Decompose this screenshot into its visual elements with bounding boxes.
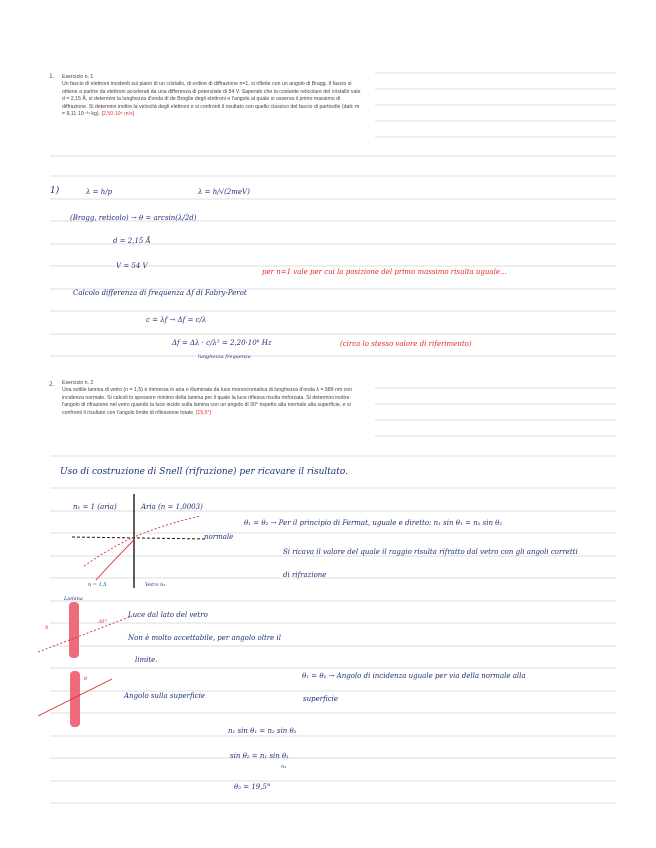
exercise-1-number: 1.: [49, 73, 55, 80]
exercise-2-answer: [19,5°]: [195, 409, 212, 416]
notes-1-given-b: V = 54 V: [116, 262, 148, 270]
notes-2-eq-b: sin θ₂ = n₁ sin θ₁: [230, 752, 290, 760]
notes-2-right-1: θ₁ = θ₂ → Per il principio di Fermat, uguale e diretto: n₁ sin θ₁ = n₂ sin θ₂: [244, 519, 503, 527]
interface-line: [72, 537, 207, 539]
red-ray-3: [38, 616, 132, 652]
red-ray-2: [96, 540, 134, 580]
notes-2-top-right: Aria (n = 1,0003): [141, 503, 203, 511]
exercise-1-heading: Esercizio n. 1: [62, 74, 94, 80]
exercise-1-answer: [2,50·10⁵ m/s]: [101, 111, 135, 118]
notes-1-case: (Bragg, reticolo) → θ = arcsin(λ/2d): [70, 214, 197, 222]
lamina-upper: [69, 602, 79, 658]
notes-1-eq2-comment: (circa lo stesso valore di riferimento): [340, 340, 472, 348]
notes-2-intro: Uso di costruzione di Snell (rifrazione) per ricavare il risultato.: [60, 467, 349, 477]
notes-2-top-label: n₁ = 1 (aria): [73, 503, 117, 511]
notes-1-label: 1): [50, 186, 60, 196]
notes-2-side-2: Non è molto accettabile, per angolo oltre il: [128, 634, 281, 642]
notes-2-bottom-left: n = 1,5: [88, 582, 107, 588]
notes-1-side-comment: per n=1 vale per cui la posizione del primo massimo risulta uguale…: [262, 268, 507, 276]
notes-2-red-mark: x: [45, 624, 49, 631]
exercise-2-body: Una sottile lamina di vetro (n = 1,5) è immersa in aria e illuminata da luce monocromatica di lunghezza d'onda λ = 589 nm con incidenza normale. Si calcoli lo spessore minimo della lamina per il quale la luce riflessa risulta rinforzata. Si determini inoltre l'angolo di rifrazione nel vetro quando la luce incide sulla lamina con un angolo di 30° rispetto alla normale alla superficie, e si confronti il risultato con l'angolo limite di riflessione totale.: [62, 387, 353, 416]
exercise-1-body: Un fascio di elettroni incidenti sul piano di un cristallo, di ordine di diffrazione n=1, si riflette con un angolo di Bragg. Il fascio si ottiene a partire da elettroni accelerati da una differenza di potenziale di 54 V. Sapendo che la costante reticolare del cristallo vale d = 2,15 Å, si determini la lunghezza d'onda di de Broglie degli elettroni e l'angolo al quale si osserva il primo massimo di diffrazione. Si determini inoltre la velocità degli elettroni e si confronti il risultato con quello classico del fascio di particelle (dati: m = 9,11·10⁻³¹ kg).: [62, 81, 361, 118]
notes-1-formula: λ = h/p: [86, 188, 113, 196]
red-ray-1: [84, 516, 200, 566]
notes-2-side-1: Luce dal lato del vetro: [128, 611, 208, 619]
notes-2-normal-label: normale: [204, 533, 234, 541]
notes-2-right-2: Si ricava il valore del quale il raggio risulta rifratto dal vetro con gli angoli corretti: [283, 548, 578, 556]
notes-2-red-deg: 30°: [98, 619, 107, 625]
notes-2-eq-b-den: n₂: [281, 764, 287, 770]
notes-2-eq-a: n₁ sin θ₁ = n₂ sin θ₂: [228, 727, 297, 735]
notes-1-eq2-sub: lunghezza frequenza: [198, 354, 251, 360]
notes-1-formula-right: λ = h/√(2meV): [198, 188, 250, 196]
notes-1-step: Calcolo differenza di frequenza Δf di Fabry-Perot: [73, 289, 247, 297]
notes-1-given-a: d = 2,15 Å: [113, 237, 151, 245]
notes-2-sub-lab: Lamina: [64, 596, 83, 602]
notes-2-side-5: θ₁ = θ₂ → Angolo di incidenza uguale per via della normale alla: [302, 672, 526, 680]
notes-2-bottom-mid: Vetro n₂: [145, 582, 166, 588]
notes-2-red-mark-2: θ: [84, 676, 88, 682]
exercise-2-heading: Esercizio n. 2: [62, 380, 94, 386]
exercise-2-number: 2.: [49, 381, 55, 388]
notes-2-right-3: di rifrazione: [283, 571, 327, 579]
notes-1-eq1: c = λf → Δf = c/λ: [146, 316, 207, 324]
notes-1-eq2: Δf = Δλ · c/λ² = 2,20·10⁸ Hz: [172, 339, 272, 347]
notes-2-side-3: limite.: [135, 656, 158, 664]
notes-2-side-6: superficie: [303, 695, 339, 703]
notes-2-eq-c: θ₂ = 19,5°: [234, 783, 271, 791]
notes-2-side-4: Angolo sulla superficie: [124, 692, 205, 700]
